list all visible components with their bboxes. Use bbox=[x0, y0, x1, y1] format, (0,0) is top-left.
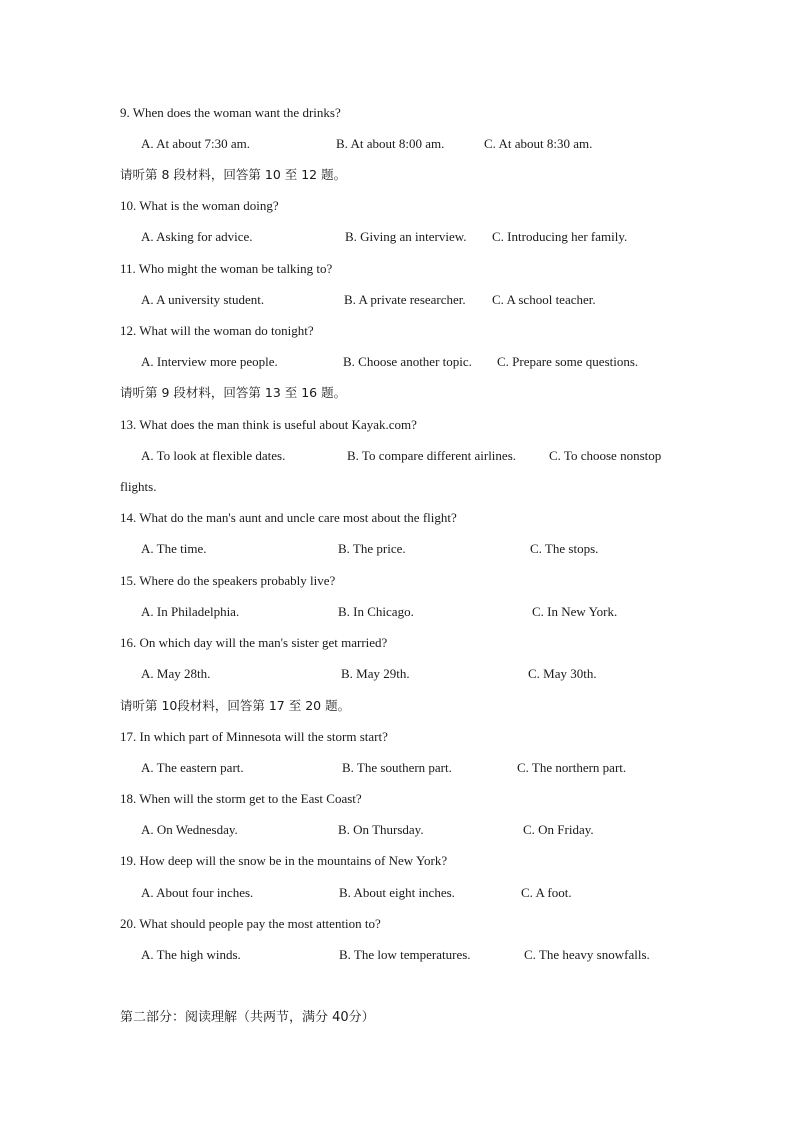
part-two-heading: 第二部分：阅读理解（共两节，满分 40分） bbox=[120, 1010, 375, 1025]
option-c: C. To choose nonstop bbox=[549, 448, 662, 463]
section-heading-8: 请听第 8 段材料，回答第 10 至 12 题。 bbox=[120, 167, 347, 182]
option-c: C. Introducing her family. bbox=[492, 229, 628, 244]
option-b: B. Giving an interview. bbox=[345, 229, 467, 244]
option-a: A. To look at flexible dates. bbox=[141, 448, 286, 463]
option-a: A. In Philadelphia. bbox=[141, 604, 240, 619]
section-heading-9: 请听第 9 段材料，回答第 13 至 16 题。 bbox=[120, 385, 347, 400]
question-11: 11. Who might the woman be talking to? bbox=[120, 261, 333, 276]
option-b: B. A private researcher. bbox=[344, 292, 466, 307]
option-a: A. About four inches. bbox=[141, 885, 254, 900]
question-10: 10. What is the woman doing? bbox=[120, 198, 279, 213]
option-c: C. The heavy snowfalls. bbox=[524, 947, 650, 962]
option-b: B. The southern part. bbox=[342, 760, 452, 775]
option-a: A. The eastern part. bbox=[141, 760, 244, 775]
option-a: A. The time. bbox=[141, 541, 207, 556]
question-18: 18. When will the storm get to the East Coast? bbox=[120, 791, 362, 806]
question-20: 20. What should people pay the most attention to? bbox=[120, 916, 381, 931]
option-a: A. On Wednesday. bbox=[141, 822, 238, 837]
option-c: C. A school teacher. bbox=[492, 292, 596, 307]
question-19: 19. How deep will the snow be in the mountains of New York? bbox=[120, 853, 448, 868]
option-b: B. On Thursday. bbox=[338, 822, 424, 837]
question-14: 14. What do the man's aunt and uncle care most about the flight? bbox=[120, 510, 457, 525]
option-a: A. At about 7:30 am. bbox=[141, 136, 251, 151]
option-b: B. The low temperatures. bbox=[339, 947, 471, 962]
question-15: 15. Where do the speakers probably live? bbox=[120, 573, 336, 588]
question-17: 17. In which part of Minnesota will the storm start? bbox=[120, 729, 388, 744]
option-c: C. May 30th. bbox=[528, 666, 597, 681]
option-c: C. At about 8:30 am. bbox=[484, 136, 593, 151]
option-c: C. A foot. bbox=[521, 885, 572, 900]
option-b: B. About eight inches. bbox=[339, 885, 455, 900]
option-a: A. Asking for advice. bbox=[141, 229, 253, 244]
option-a: A. May 28th. bbox=[141, 666, 211, 681]
section-heading-10: 请听第 10段材料，回答第 17 至 20 题。 bbox=[120, 698, 351, 713]
option-c: C. On Friday. bbox=[523, 822, 594, 837]
option-b: B. To compare different airlines. bbox=[347, 448, 516, 463]
option-c: C. In New York. bbox=[532, 604, 618, 619]
option-c: C. The stops. bbox=[530, 541, 599, 556]
question-12: 12. What will the woman do tonight? bbox=[120, 323, 314, 338]
option-b: B. Choose another topic. bbox=[343, 354, 472, 369]
question-13: 13. What does the man think is useful about Kayak.com? bbox=[120, 417, 417, 432]
question-16: 16. On which day will the man's sister get married? bbox=[120, 635, 388, 650]
option-b: B. At about 8:00 am. bbox=[336, 136, 445, 151]
option-a: A. Interview more people. bbox=[141, 354, 278, 369]
option-a: A. A university student. bbox=[141, 292, 265, 307]
option-c: C. Prepare some questions. bbox=[497, 354, 639, 369]
question-13-continuation: flights. bbox=[120, 479, 157, 494]
option-c: C. The northern part. bbox=[517, 760, 627, 775]
option-b: B. The price. bbox=[338, 541, 406, 556]
option-a: A. The high winds. bbox=[141, 947, 241, 962]
option-b: B. In Chicago. bbox=[338, 604, 414, 619]
question-9: 9. When does the woman want the drinks? bbox=[120, 105, 341, 120]
option-b: B. May 29th. bbox=[341, 666, 410, 681]
